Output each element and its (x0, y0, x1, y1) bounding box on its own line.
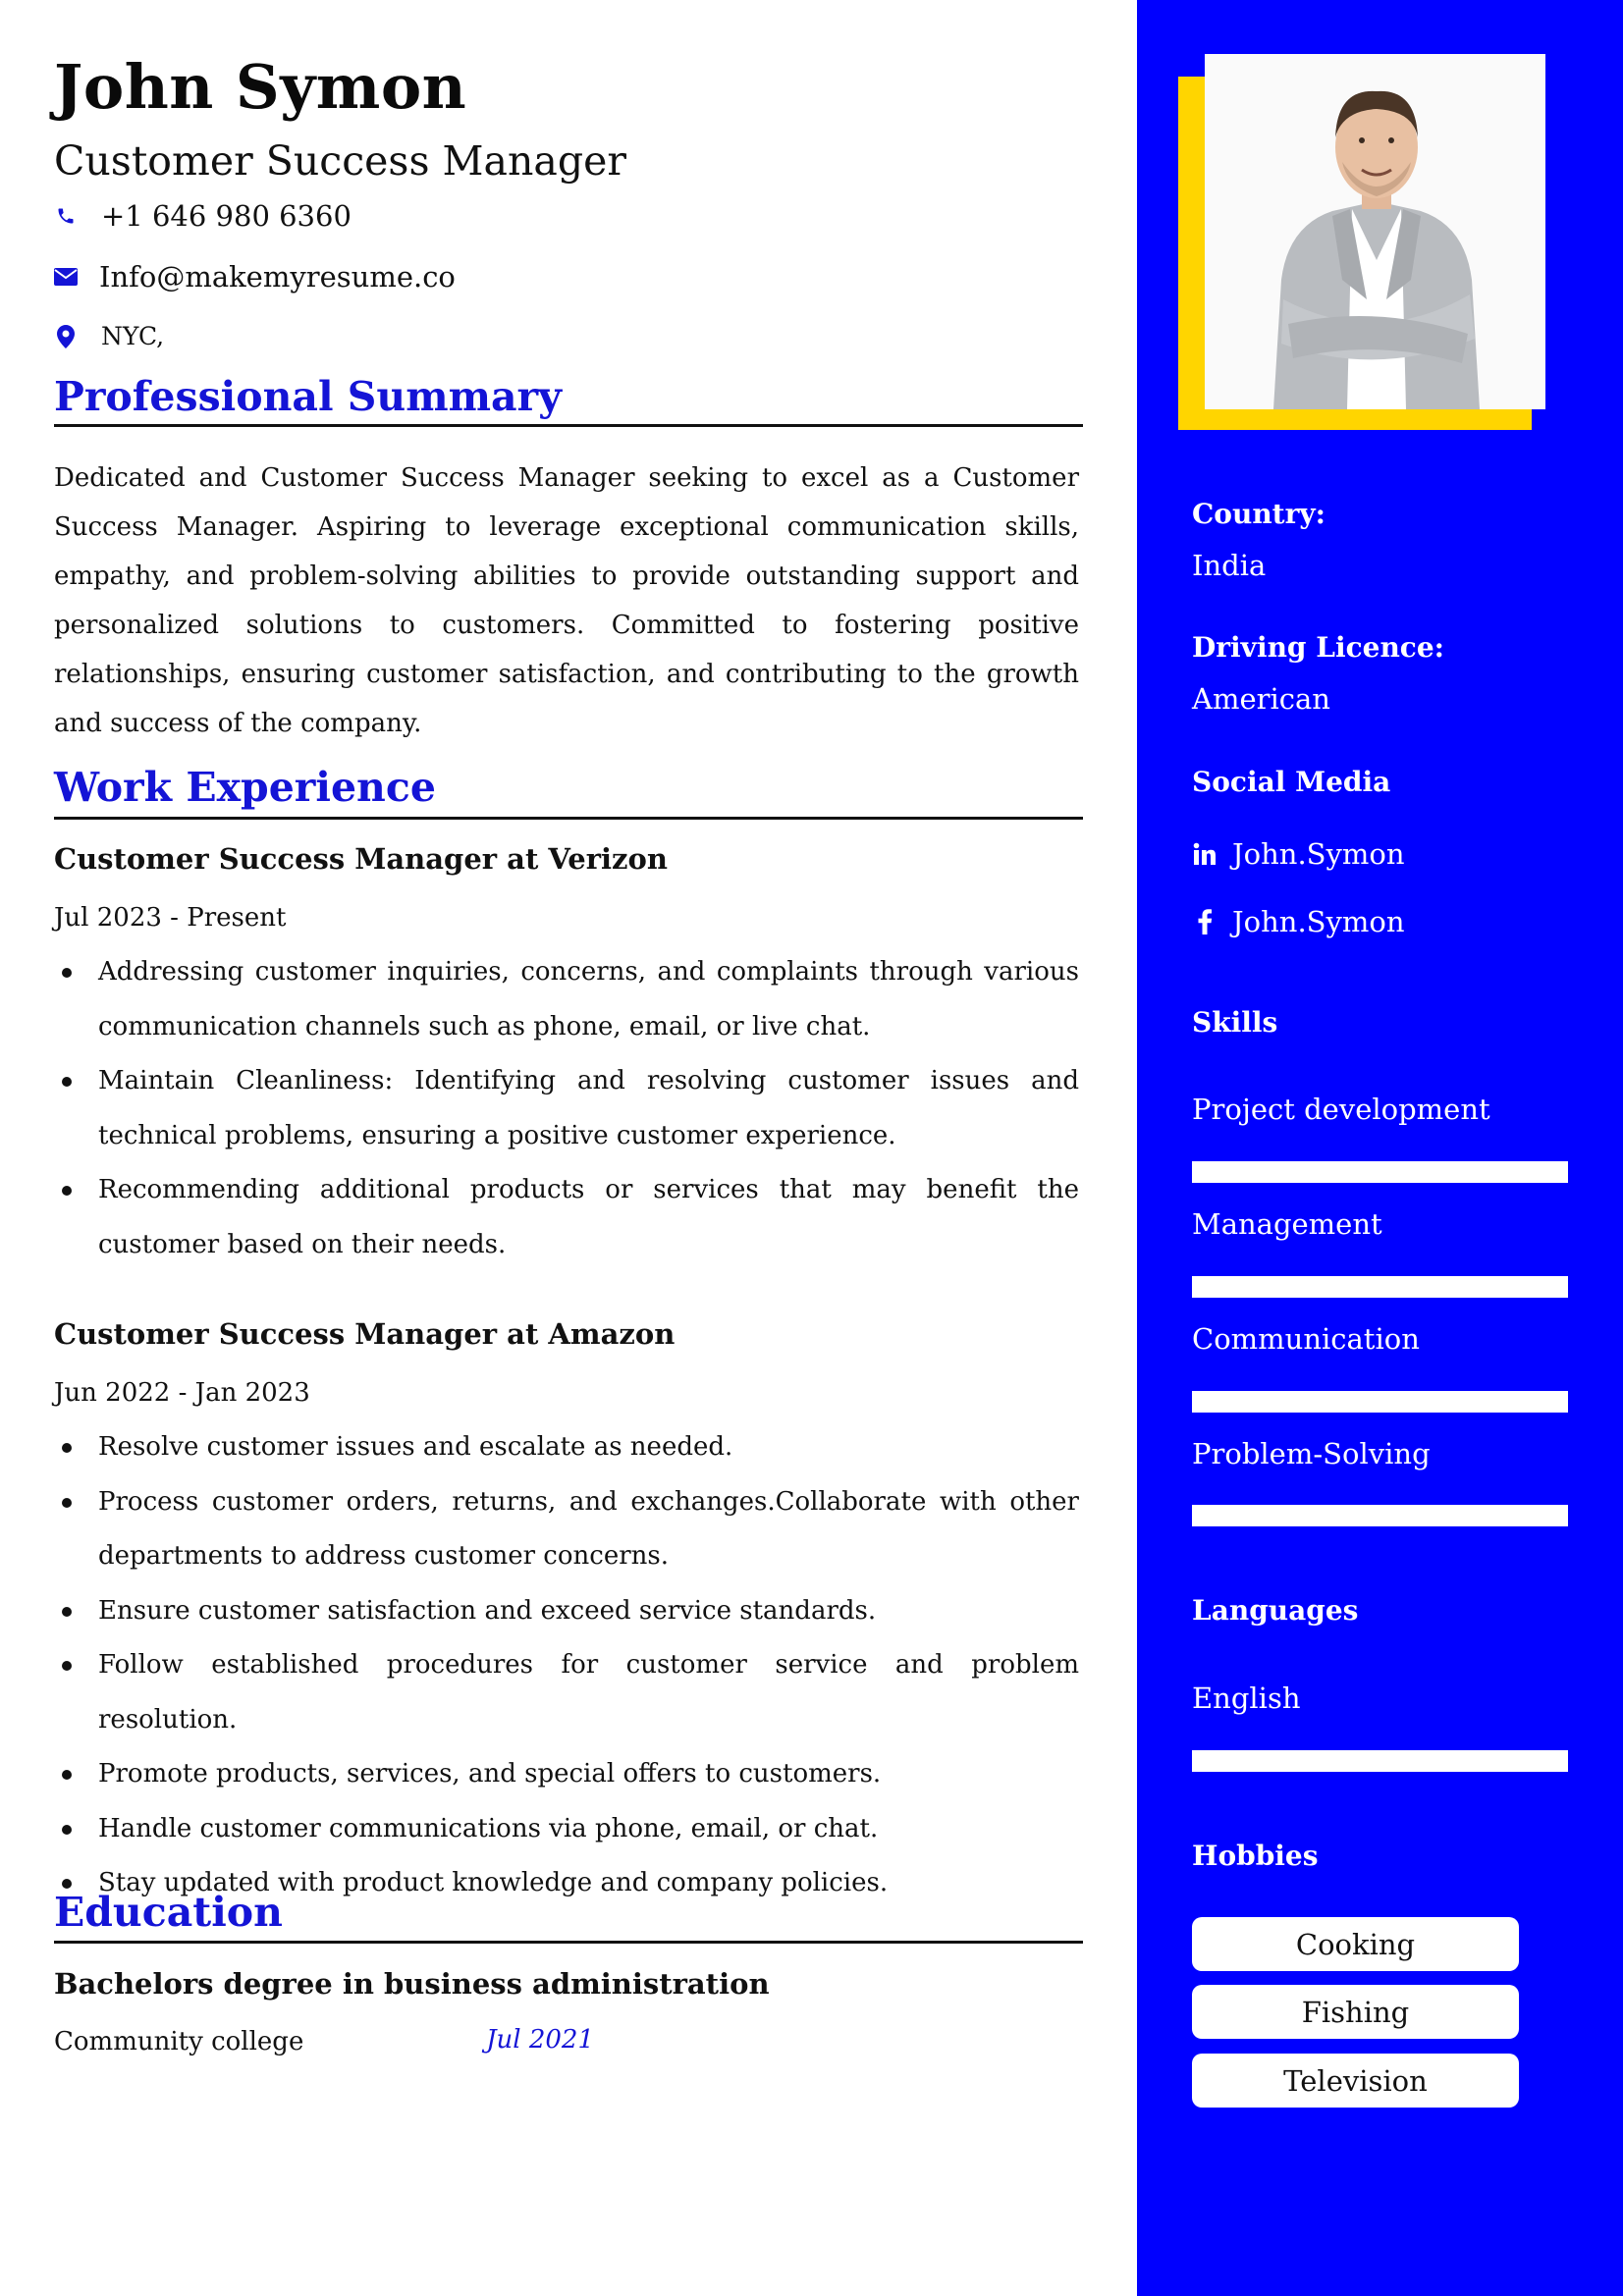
social-facebook[interactable] (1192, 905, 1405, 938)
list-item: Handle customer communications via phone, email, or chat. (54, 1802, 1079, 1857)
list-item: Ensure customer satisfaction and exceed service standards. (54, 1584, 1079, 1639)
skill-name: Communication (1192, 1322, 1420, 1356)
phone-icon (54, 204, 78, 228)
education-school: Community college (54, 2027, 304, 2056)
list-item: Follow established procedures for customer service and problem resolution. (54, 1638, 1079, 1747)
languages-label: Languages (1192, 1594, 1359, 1627)
language-bar (1192, 1750, 1568, 1772)
list-item: Process customer orders, returns, and exchanges.Collaborate with other departments to address customer concerns. (54, 1475, 1079, 1584)
list-item: Recommending additional products or services that may benefit the customer based on their needs. (54, 1163, 1079, 1272)
education-heading: Education (54, 1889, 283, 1936)
linkedin-handle: John.Symon (1232, 837, 1405, 871)
skill-name: Project development (1192, 1093, 1490, 1126)
summary-heading: Professional Summary (54, 373, 562, 420)
social-media-label: Social Media (1192, 766, 1391, 798)
experience-heading: Work Experience (54, 764, 436, 811)
experience-divider (54, 817, 1083, 820)
skill-bar (1192, 1391, 1568, 1413)
skill-name: Problem-Solving (1192, 1437, 1431, 1470)
licence-value: American (1192, 682, 1330, 716)
summary-divider (54, 424, 1083, 427)
hobby-chip: Cooking (1192, 1917, 1519, 1971)
social-linkedin[interactable] (1192, 837, 1405, 871)
language-bar-fill (1194, 1752, 1566, 1770)
skill-bar (1192, 1505, 1568, 1526)
facebook-icon (1192, 909, 1217, 934)
skill-name: Management (1192, 1207, 1382, 1241)
map-pin-icon (54, 325, 78, 348)
list-item: Promote products, services, and special offers to customers. (54, 1747, 1079, 1802)
education-degree: Bachelors degree in business administration (54, 1967, 770, 2001)
skills-label: Skills (1192, 1006, 1278, 1039)
hobbies-label: Hobbies (1192, 1840, 1319, 1872)
avatar (1205, 54, 1545, 409)
job-title-amazon: Customer Success Manager at Amazon (54, 1317, 676, 1351)
hobby-chip: Television (1192, 2054, 1519, 2108)
list-item: Stay updated with product knowledge and company policies. (54, 1856, 1079, 1911)
sidebar (1137, 0, 1623, 2296)
language-name: English (1192, 1682, 1301, 1715)
contact-phone (54, 199, 352, 233)
candidate-title: Customer Success Manager (54, 137, 626, 185)
education-divider (54, 1941, 1083, 1944)
skill-bar (1192, 1161, 1568, 1183)
skill-bar (1192, 1276, 1568, 1298)
list-item: Addressing customer inquiries, concerns, and complaints through various communication channels such as phone, email, or live chat. (54, 945, 1079, 1054)
list-item: Maintain Cleanliness: Identifying and resolving customer issues and technical problems, ensuring a positive customer experience. (54, 1054, 1079, 1163)
hobby-chip: Fishing (1192, 1985, 1519, 2039)
job-bullets-amazon (54, 1420, 1079, 1911)
job-dates-verizon: Jul 2023 - Present (54, 903, 287, 933)
summary-text: Dedicated and Customer Success Manager seeking to excel as a Customer Success Manager. Aspiring to leverage exceptional communication skills, empathy, and problem-solving abilities to provide outstanding support and personalized solutions to customers. Committed to fostering positive relationships, ensuring customer satisfaction, and contributing to the growth and success of the company. (54, 463, 1079, 738)
location-text: NYC, (101, 322, 165, 350)
facebook-handle: John.Symon (1232, 905, 1405, 938)
candidate-name: John Symon (54, 51, 467, 123)
linkedin-icon (1192, 841, 1217, 867)
job-bullets-verizon (54, 945, 1079, 1272)
education-date: Jul 2021 (486, 2025, 594, 2055)
skill-bar-fill (1194, 1278, 1566, 1296)
country-value: India (1192, 549, 1267, 582)
envelope-icon (54, 265, 78, 289)
list-item: Resolve customer issues and escalate as needed. (54, 1420, 1079, 1475)
country-label: Country: (1192, 498, 1325, 530)
phone-number[interactable]: +1 646 980 6360 (101, 199, 352, 233)
job-title-verizon: Customer Success Manager at Verizon (54, 842, 668, 876)
skill-bar-fill (1194, 1507, 1566, 1524)
person-illustration (1205, 54, 1545, 409)
contact-email (54, 260, 456, 294)
job-dates-amazon: Jun 2022 - Jan 2023 (54, 1378, 310, 1408)
email-address[interactable]: Info@makemyresume.co (99, 260, 456, 294)
skill-bar-fill (1194, 1393, 1566, 1411)
skill-bar-fill (1194, 1163, 1566, 1181)
licence-label: Driving Licence: (1192, 631, 1445, 664)
contact-location (54, 322, 164, 350)
